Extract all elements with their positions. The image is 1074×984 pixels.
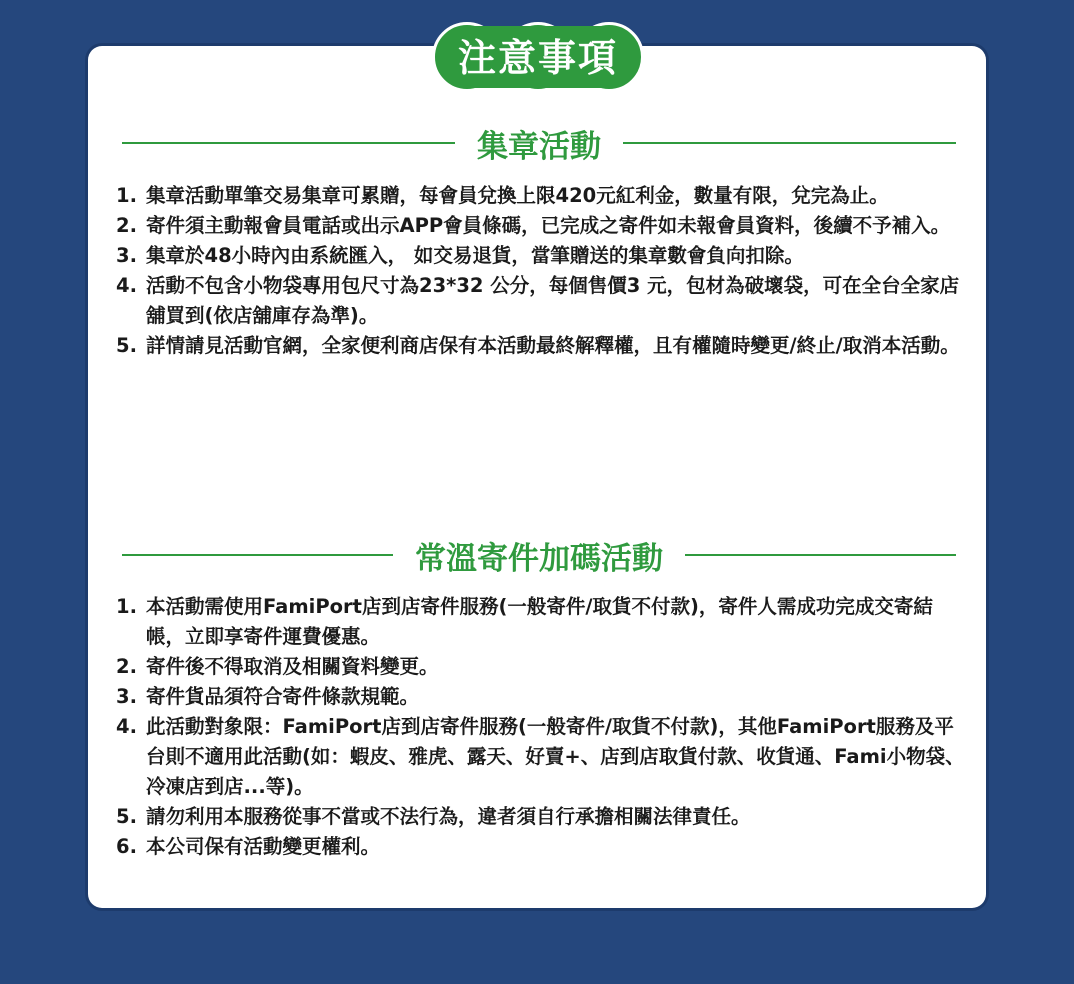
item-text: 集章活動單筆交易集章可累贈，每會員兌換上限420元紅利金，數量有限，兌完為止。 — [146, 184, 889, 207]
section-title-stamps: 集章活動 — [477, 128, 601, 165]
item-number: 2. — [116, 655, 137, 678]
list-item — [116, 181, 966, 211]
item-number: 6. — [116, 835, 137, 858]
shipping-rules-list — [116, 592, 966, 862]
item-number: 1. — [116, 184, 137, 207]
item-text: 詳情請見活動官網，全家便利商店保有本活動最終解釋權，且有權隨時變更/終止/取消本活動。 — [146, 334, 960, 357]
heading-divider-right — [623, 142, 956, 144]
item-text: 此活動對象限：FamiPort店到店寄件服務(一般寄件/取貨不付款)，其他FamiPort服務及平台則不適用此活動(如：蝦皮、雅虎、露天、好賣+、店到店取貨付款、收貨通、Fami小物袋、冷凍店到店...等)。 — [146, 715, 965, 798]
list-item — [116, 211, 966, 241]
list-item — [116, 802, 966, 832]
item-number: 4. — [116, 715, 137, 738]
item-text: 本活動需使用FamiPort店到店寄件服務(一般寄件/取貨不付款)，寄件人需成功完成交寄結帳，立即享寄件運費優惠。 — [146, 595, 933, 648]
heading-divider-right — [685, 554, 956, 556]
item-number: 2. — [116, 214, 137, 237]
title-badge — [432, 22, 644, 94]
item-text: 寄件貨品須符合寄件條款規範。 — [146, 685, 420, 708]
item-text: 本公司保有活動變更權利。 — [146, 835, 381, 858]
list-item — [116, 241, 966, 271]
section-heading-shipping — [122, 532, 956, 578]
list-item — [116, 271, 966, 331]
list-item — [116, 832, 966, 862]
item-text: 請勿利用本服務從事不當或不法行為，違者須自行承擔相關法律責任。 — [146, 805, 751, 828]
list-item — [116, 592, 966, 652]
item-number: 3. — [116, 244, 137, 267]
stamps-rules-list — [116, 181, 966, 361]
item-number: 1. — [116, 595, 137, 618]
item-text: 集章於48小時內由系統匯入， 如交易退貨，當筆贈送的集章數會負向扣除。 — [146, 244, 804, 267]
section-title-shipping: 常溫寄件加碼活動 — [415, 540, 663, 577]
item-text: 寄件須主動報會員電話或出示APP會員條碼，已完成之寄件如未報會員資料，後續不予補入。 — [146, 214, 951, 237]
item-text: 寄件後不得取消及相關資料變更。 — [146, 655, 439, 678]
list-item — [116, 712, 966, 802]
item-number: 3. — [116, 685, 137, 708]
list-item — [116, 331, 966, 361]
item-text: 活動不包含小物袋專用包尺寸為23*32 公分，每個售價3 元，包材為破壞袋，可在全台全家店舖買到(依店舖庫存為準)。 — [146, 274, 960, 327]
item-number: 5. — [116, 334, 137, 357]
section-heading-stamps — [122, 120, 956, 166]
page-title: 注意事項 — [457, 36, 618, 80]
list-item — [116, 682, 966, 712]
heading-divider-left — [122, 554, 393, 556]
list-item — [116, 652, 966, 682]
heading-divider-left — [122, 142, 455, 144]
item-number: 5. — [116, 805, 137, 828]
item-number: 4. — [116, 274, 137, 297]
